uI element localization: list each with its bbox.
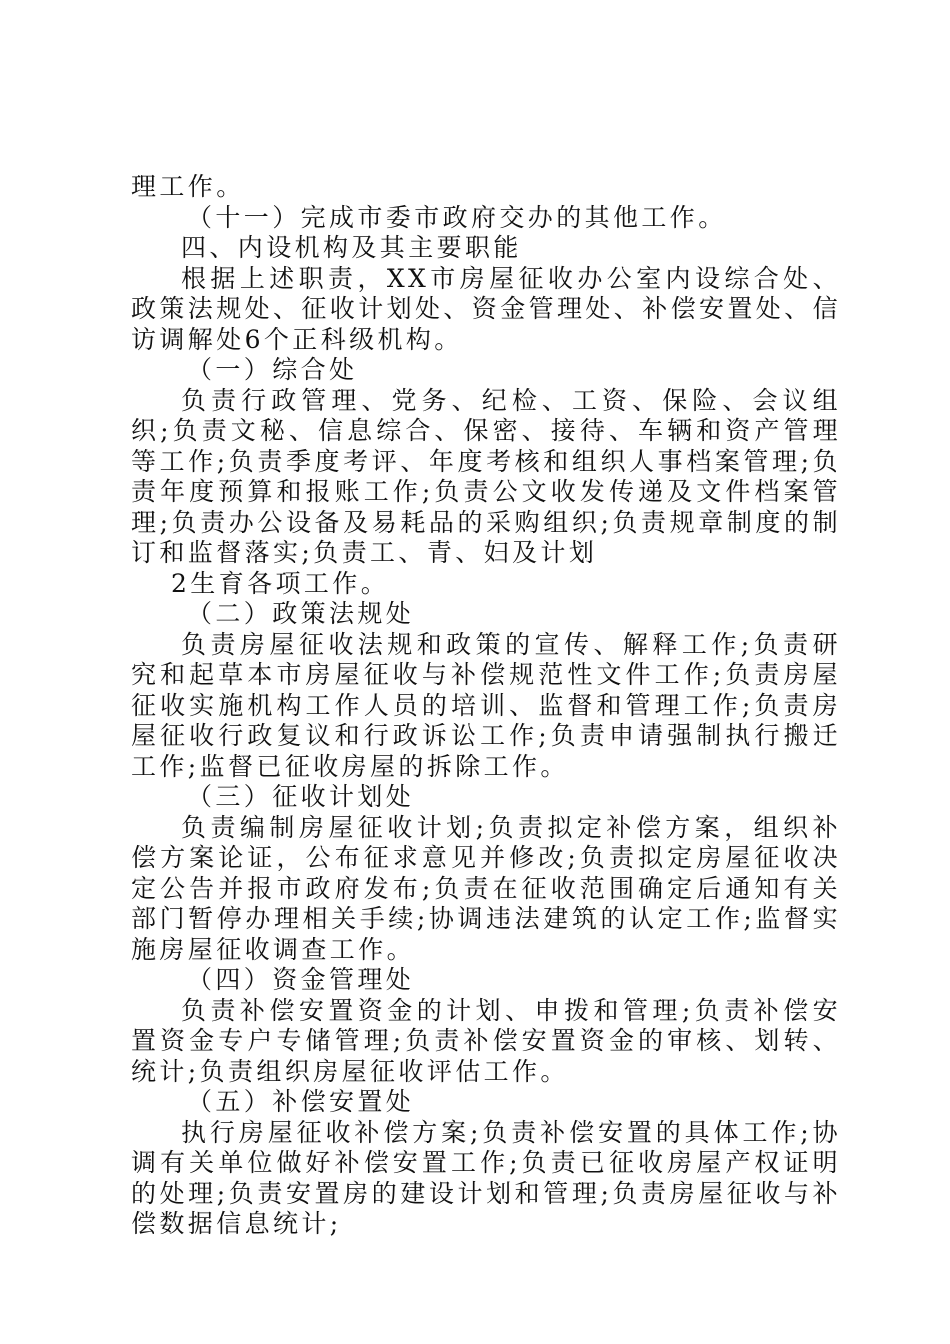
- subheading-funds-management: （四）资金管理处: [187, 965, 415, 994]
- item-eleven: （十一）完成市委市政府交办的其他工作。: [187, 202, 727, 232]
- paragraph-continuation: 理工作。: [131, 172, 245, 201]
- paragraph-policy-regulation: 负责房屋征收法规和政策的宣传、解释工作;负责研究和起草本市房屋征收与补偿规范性文件工作;负责房屋征收实施机构工作人员的培训、监督和管理工作;负责房屋征收行政复议和行政诉讼工作;负责申请强制执行搬迁工作;监督已征收房屋的拆除工作。: [131, 629, 841, 781]
- paragraph-funds-management: 负责补偿安置资金的计划、申拨和管理;负责补偿安置资金专户专储管理;负责补偿安置资金的审核、划转、统计;负责组织房屋征收评估工作。: [131, 995, 841, 1086]
- subheading-compensation-resettlement: （五）补偿安置处: [187, 1087, 415, 1116]
- paragraph-overview: 根据上述职责，XX市房屋征收办公室内设综合处、政策法规处、征收计划处、资金管理处、补偿安置处、信访调解处6个正科级机构。: [131, 263, 842, 354]
- subheading-general-office: （一）综合处: [187, 355, 358, 384]
- paragraph-compensation-resettlement: 执行房屋征收补偿方案;负责补偿安置的具体工作;协调有关单位做好补偿安置工作;负责已征收房屋产权证明的处理;负责安置房的建设计划和管理;负责房屋征收与补偿数据信息统计;: [131, 1117, 841, 1238]
- section-heading-four: 四、内设机构及其主要职能: [181, 233, 522, 262]
- paragraph-general-office: 负责行政管理、党务、纪检、工资、保险、会议组织;负责文秘、信息综合、保密、接待、车辆和资产管理等工作;负责季度考评、年度考核和组织人事档案管理;负责年度预算和报账工作;负责公文收发传递及文件档案管理;负责办公设备及易耗品的采购组织;负责规章制度的制订和监督落实;负责工、青、妇及计划: [131, 385, 841, 567]
- paragraph-page-break-fragment: 2生育各项工作。: [171, 568, 390, 598]
- subheading-policy-regulation: （二）政策法规处: [187, 599, 415, 628]
- paragraph-expropriation-planning: 负责编制房屋征收计划;负责拟定补偿方案，组织补偿方案论证，公布征求意见并修改;负责拟定房屋征收决定公告并报市政府发布;负责在征收范围确定后通知有关部门暂停办理相关手续;协调违法建筑的认定工作;监督实施房屋征收调查工作。: [131, 812, 841, 964]
- document-body: [131, 172, 841, 1240]
- subheading-expropriation-planning: （三）征收计划处: [187, 782, 415, 811]
